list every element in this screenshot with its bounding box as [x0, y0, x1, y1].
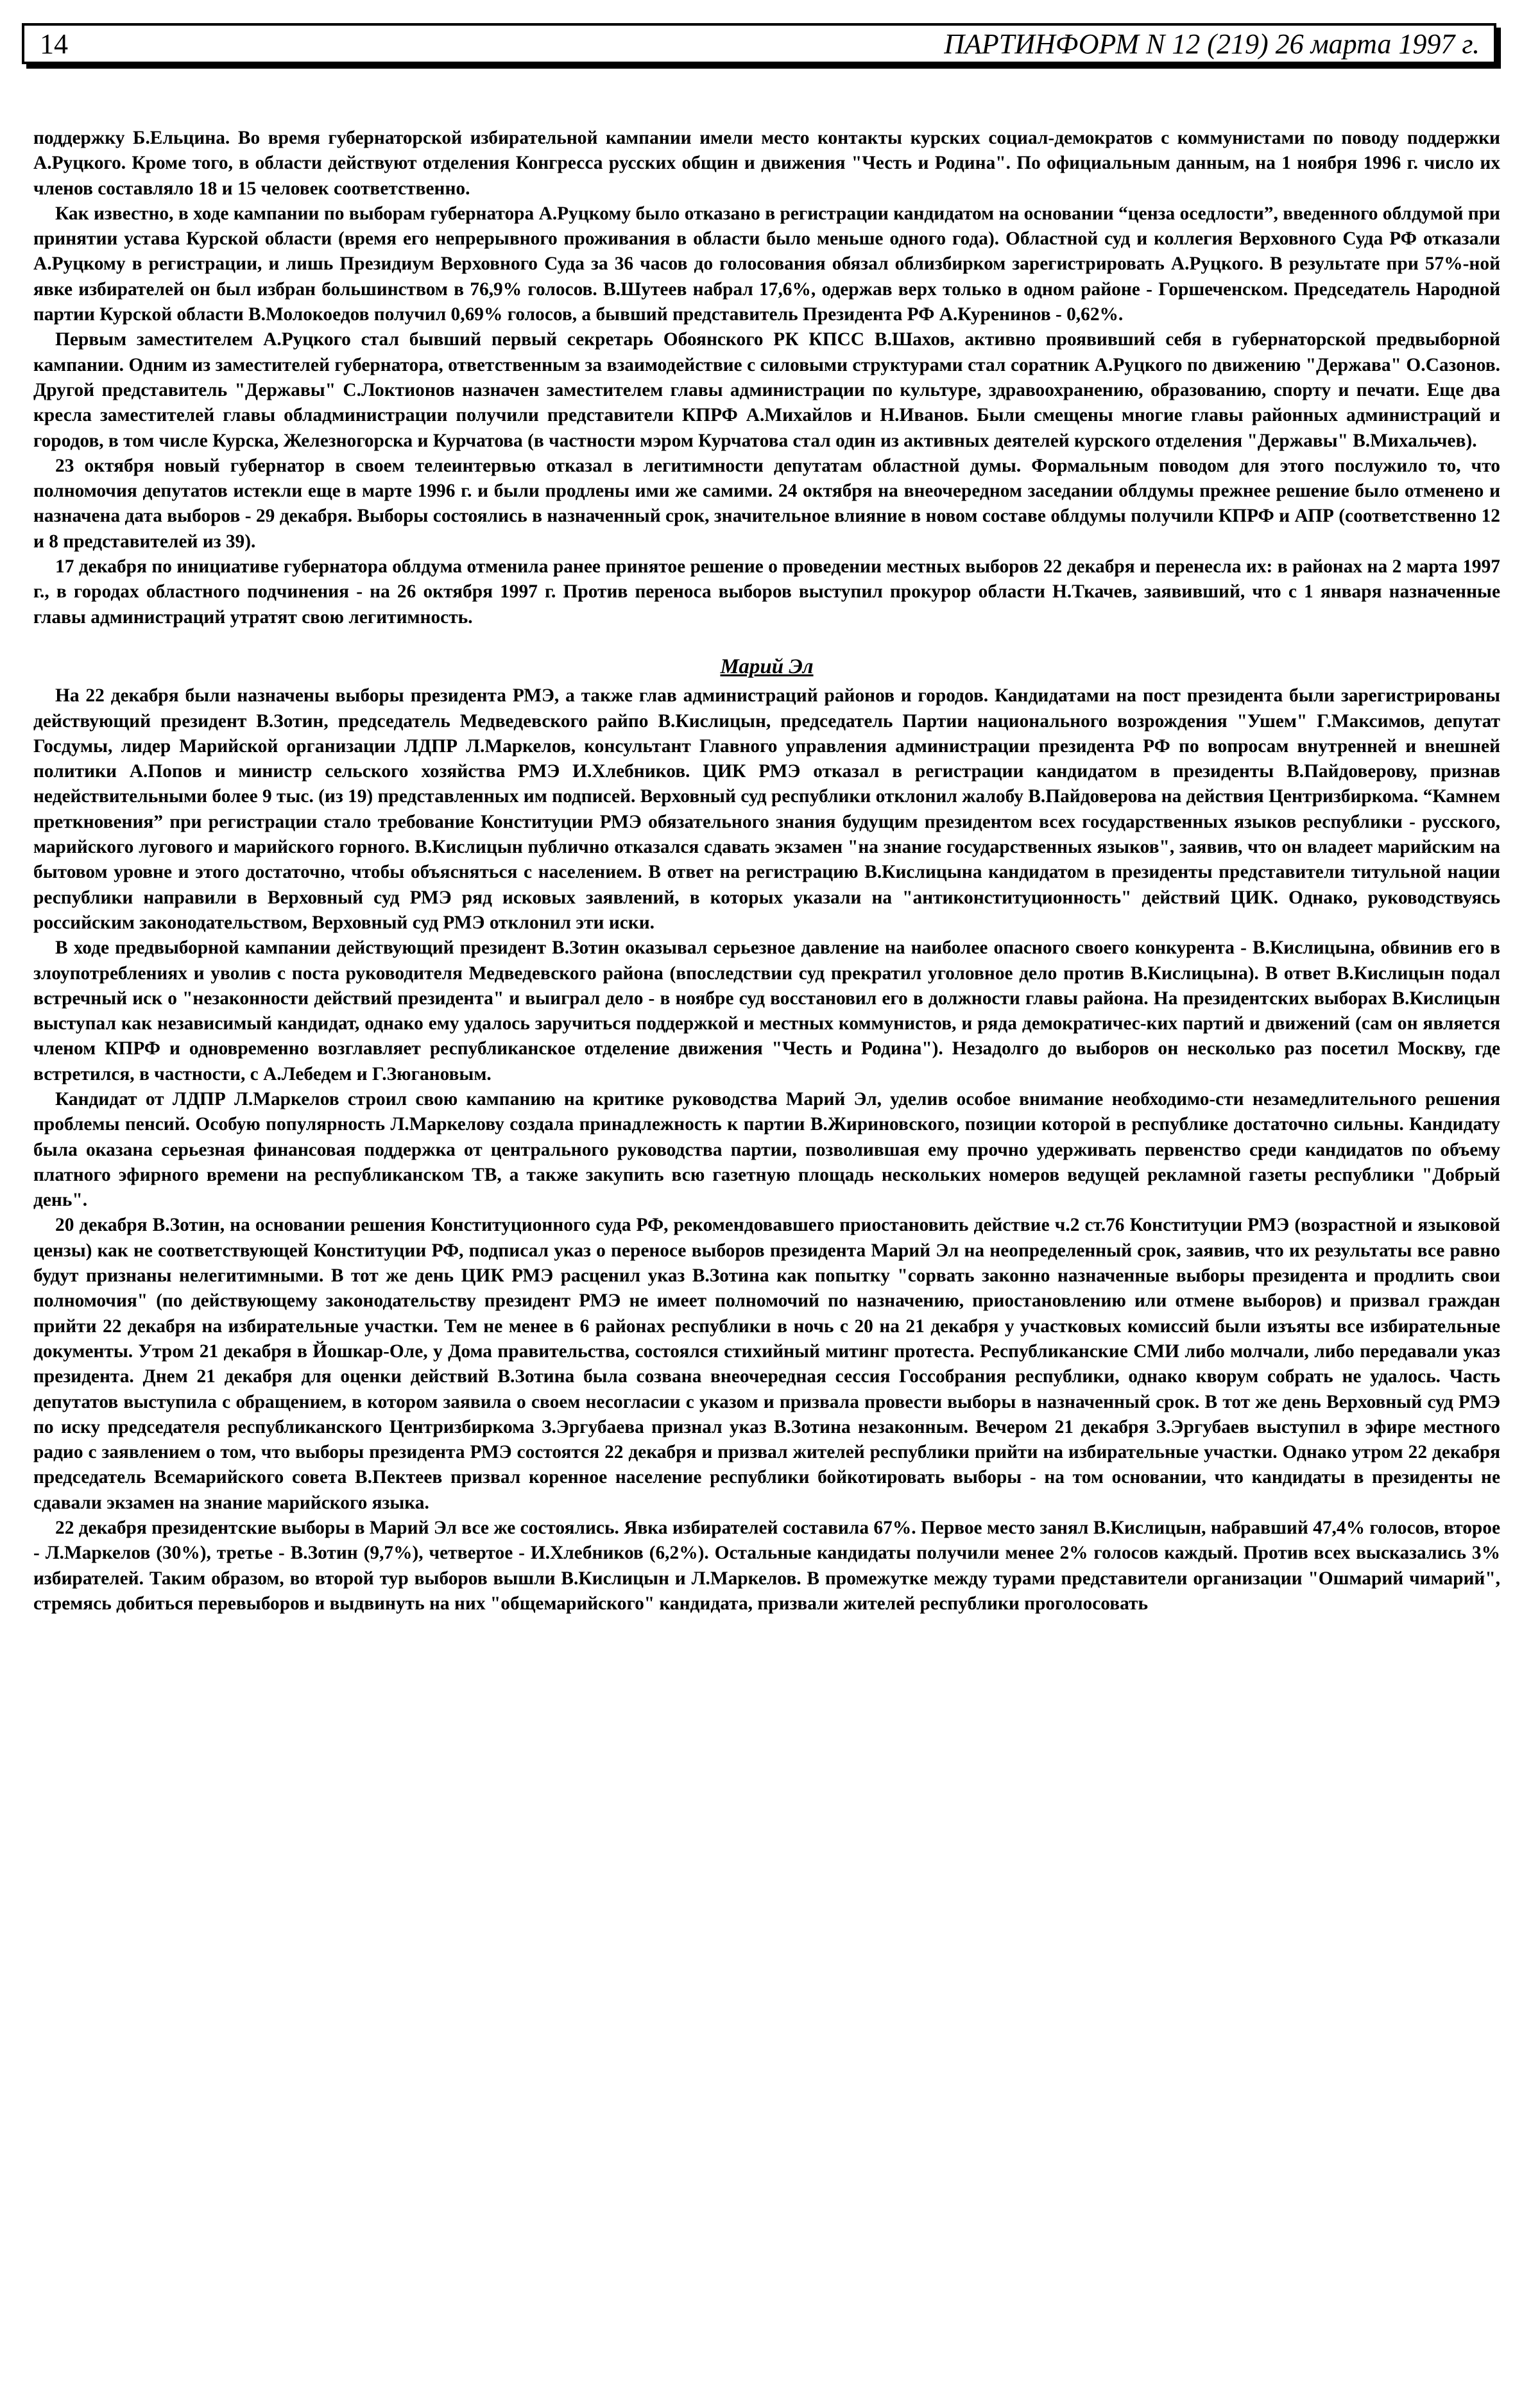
running-head: ПАРТИНФОРМ N 12 (219) 26 марта 1997 г. [944, 28, 1480, 60]
page-header [22, 23, 1496, 64]
kursk-paragraph: поддержку Б.Ельцина. Во время губернаторской избирательной кампании имели место контакты курских социал-демократов с коммунистами по поводу поддержки А.Руцкого. Кроме того, в области действуют отделения Конгресса русских общин и движения "Честь и Родина". По официальным данным, на 1 ноября 1996 г. число их членов составляло 18 и 15 человек соответственно. [33, 128, 1500, 199]
mari-el-paragraph: На 22 декабря были назначены выборы президента РМЭ, а также глав администраций районов и городов. Кандидатами на пост президента были зарегистрированы действующий президент В.Зотин, председатель Медведевского райпо В.Кислицын, председатель Партии национального возрождения "Ушем" Г.Максимов, депутат Госдумы, лидер Марийской организации ЛДПР Л.Маркелов, консультант Главного управления администрации президента РФ по вопросам внутренней и внешней политики А.Попов и министр сельского хозяйства РМЭ И.Хлебников. ЦИК РМЭ отказал в регистрации кандидатом в президенты В.Пайдоверову, признав недействительными более 9 тыс. (из 19) представленных им подписей. Верховный суд республики отклонил жалобу В.Пайдоверова на действия Центризбиркома. “Камнем преткновения” при регистрации стало требование Конституции РМЭ обязательного знания будущим президентом всех государственных языков республики - русского, марийского лугового и марийского горного. В.Кислицын публично отказался сдавать экзамен "на знание государственных языков", заявив, что он владеет марийским на бытовом уровне и этого достаточно, чтобы объясняться с населением. В ответ на регистрацию В.Кислицына кандидатом в президенты представители титульной нации республики направили в Верховный суд РМЭ ряд исковых заявлений, в которых указали на "антиконституционность" действий ЦИК. Однако, руководствуясь российским законодательством, Верховный суд РМЭ отклонил эти иски. [33, 685, 1500, 933]
mari-el-paragraph: Кандидат от ЛДПР Л.Маркелов строил свою кампанию на критике руководства Марий Эл, уделив особое внимание необходимо-сти незамедлительного решения проблемы пенсий. Особую популярность Л.Маркелову создала принадлежность к партии В.Жириновского, позиции которой в республике достаточно сильны. Кандидату была оказана серьезная финансовая поддержка от центрального руководства партии, позволившая ему прочно удерживать первенство среди кандидатов по объему платного эфирного времени на республиканском ТВ, а также закупить всю газетную площадь нескольких номеров ведущей рекламной газеты республики "Добрый день". [33, 1088, 1500, 1211]
kursk-paragraph: Как известно, в ходе кампании по выборам губернатора А.Руцкому было отказано в регистрации кандидатом на основании “ценза оседлости”, введенного облдумой при принятии устава Курской области (время его непрерывного проживания в области было меньше одного года). Областной суд и коллегия Верховного Суда РФ отказали А.Руцкому в регистрации, и лишь Президиум Верховного Суда за 36 часов до голосования обязал облизбирком зарегистрировать А.Руцкого. В результате при 57%-ной явке избирателей он был избран большинством в 76,9% голосов. В.Шутеев набрал 17,6%, одержав верх только в одном районе - Горшеченском. Председатель Народной партии Курской области В.Молокоедов получил 0,69% голосов, а бывший представитель Президента РФ А.Куренинов - 0,62%. [33, 203, 1500, 325]
kursk-paragraph: 17 декабря по инициативе губернатора облдума отменила ранее принятое решение о проведении местных выборов 22 декабря и перенесла их: в районах на 2 марта 1997 г., в городах областного подчинения - на 26 октября 1997 г. Против переноса выборов выступил прокурор области Н.Ткачев, заявивший, что с 1 января назначенные главы администраций утратят свою легитимность. [33, 556, 1500, 628]
mari-el-paragraph: 22 декабря президентские выборы в Марий Эл все же состоялись. Явка избирателей составила 67%. Первое место занял В.Кислицын, набравший 47,4% голосов, второе - Л.Маркелов (30%), третье - В.Зотин (9,7%), четвертое - И.Хлебников (6,2%). Остальные кандидаты получили менее 2% голосов каждый. Против всех высказались 3% избирателей. Таким образом, во второй тур выборов вышли В.Кислицын и Л.Маркелов. В промежутке между турами представители организации "Ошмарий чимарий", стремясь добиться перевыборов и выдвинуть на них "общемарийского" кандидата, призвали жителей республики проголосовать [33, 1518, 1500, 1614]
section-title-mari-el: Марий Эл [720, 655, 814, 678]
mari-el-paragraph: 20 декабря В.Зотин, на основании решения Конституционного суда РФ, рекомендовавшего приостановить действие ч.2 ст.76 Конституции РМЭ (возрастной и языковой цензы) как не соответствующей Конституции РФ, подписал указ о переносе выборов президента Марий Эл на неопределенный срок, заявив, что их результаты все равно будут признаны нелегитимными. В тот же день ЦИК РМЭ расценил указ В.Зотина как попытку "сорвать законно назначенные выборы президента и продлить свои полномочия" (по действующему законодательству президент РМЭ не имеет полномочий по назначению, приостановлению или отмене выборов) и призвал граждан прийти 22 декабря на избирательные участки. Тем не менее в 6 районах республики в ночь с 20 на 21 декабря у участковых комиссий были изъяты все избирательные документы. Утром 21 декабря в Йошкар-Оле, у Дома правительства, состоялся стихийный митинг протеста. Республиканские СМИ либо молчали, либо передавали указ президента. Днем 21 декабря для оценки действий В.Зотина была созвана внеочередная сессия Госсобрания республики, однако кворум собрать не удалось. Часть депутатов выступила с обращением, в котором заявила о своем несогласии с указом и призвала провести выборы в назначенный срок. В тот же день Верховный суд РМЭ по иску председателя республиканского Центризбиркома З.Эргубаева признал указ В.Зотина незаконным. Вечером 21 декабря З.Эргубаев выступил в эфире местного радио с заявлением о том, что выборы президента РМЭ состоятся 22 декабря и призвал жителей республики прийти на избирательные участки. Однако утром 22 декабря председатель Всемарийского совета В.Пектеев призвал коренное население республики бойкотировать выборы - на том основании, что кандидаты в президенты не сдавали экзамен на знание марийского языка. [33, 1215, 1500, 1513]
kursk-paragraph: 23 октября новый губернатор в своем телеинтервью отказал в легитимности депутатам областной думы. Формальным поводом для этого послужило то, что полномочия депутатов истекли еще в марте 1996 г. и были продлены ими же самими. 24 октября на внеочередном заседании облдумы прежнее решение было отменено и назначена дата выборов - 29 декабря. Выборы состоялись в назначенный срок, значительное влияние в новом составе облдумы получили КПРФ и АПР (соответственно 12 и 8 представителей из 39). [33, 455, 1500, 552]
article-body [33, 126, 1500, 1616]
kursk-paragraph: Первым заместителем А.Руцкого стал бывший первый секретарь Обоянского РК КПСС В.Шахов, активно проявивший себя в губернаторской предвыборной кампании. Одним из заместителей губернатора, ответственным за взаимодействие с силовыми структурами стал соратник А.Руцкого по движению "Держава" О.Сазонов. Другой представитель "Державы" С.Локтионов назначен заместителем главы администрации по культуре, здравоохранению, образованию, спорту и печати. Еще два кресла заместителей главы обладминистрации получили представители КПРФ А.Михайлов и Н.Иванов. Были смещены многие главы районных администраций и городов, в том числе Курска, Железногорска и Курчатова (в частности мэром Курчатова стал один из активных деятелей курского отделения "Державы" В.Михальчев). [33, 329, 1500, 451]
mari-el-paragraph: В ходе предвыборной кампании действующий президент В.Зотин оказывал серьезное давление на наиболее опасного своего конкурента - В.Кислицына, обвинив его в злоупотреблениях и уволив с поста руководителя Медведевского района (впоследствии суд прекратил уголовное дело против В.Кислицына). В ответ В.Кислицын подал встречный иск о "незаконности действий президента" и выиграл дело - в ноябре суд восстановил его в должности главы района. На президентских выборах В.Кислицын выступал как независимый кандидат, однако ему удалось заручиться поддержкой и местных коммунистов, и ряда демократичес-ких партий и движений (сам он является членом КПРФ и одновременно возглавляет республиканское отделение движения "Честь и Родина"). Незадолго до выборов он несколько раз посетил Москву, где встретился, в частности, с А.Лебедем и Г.Зюгановым. [33, 938, 1500, 1084]
page-number: 14 [40, 28, 68, 60]
